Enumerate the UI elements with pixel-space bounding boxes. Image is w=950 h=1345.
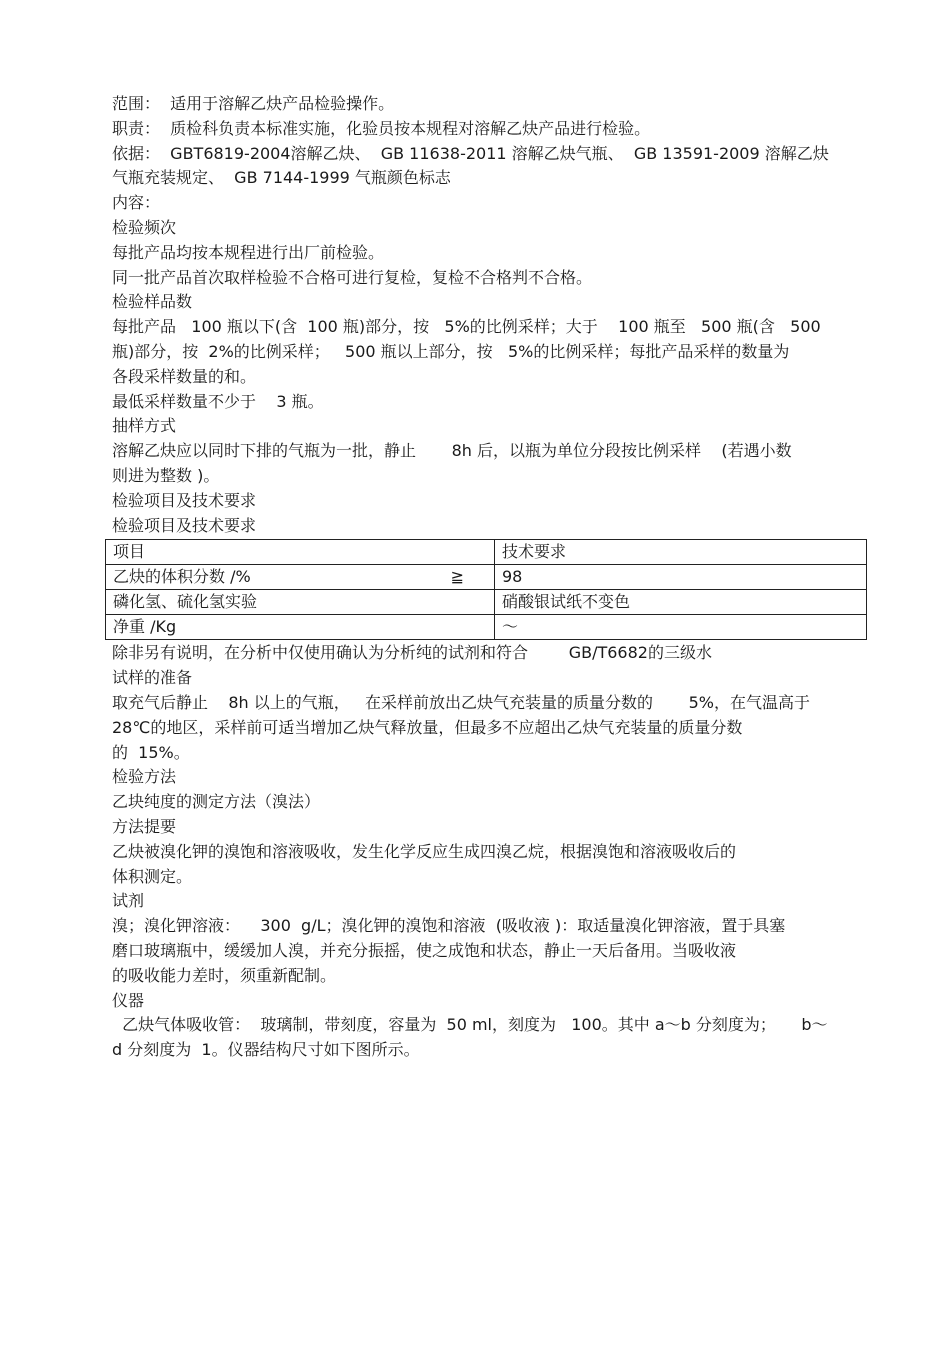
text-line: 瓶)部分，按 2%的比例采样； 500 瓶以上部分，按 5%的比例采样；每批产品采样的数量为 — [112, 341, 790, 361]
table-row — [106, 565, 867, 590]
table-row — [106, 615, 867, 640]
text-line: d 分刻度为 1。仪器结构尺寸如下图所示。 — [112, 1040, 420, 1060]
table-cell-req: 硝酸银试纸不变色 — [495, 590, 867, 615]
text-line: 溴；溴化钾溶液： 300 g/L；溴化钾的溴饱和溶液 (吸收液 )：取适量溴化钾溶液，置于具塞 — [112, 916, 786, 936]
item-text: 磷化氢、硫化氢实验 — [113, 592, 258, 612]
table-cell-item — [106, 565, 495, 590]
text-line: 职责： 质检科负责本标准实施，化验员按本规程对溶解乙炔产品进行检验。 — [112, 118, 651, 138]
text-line: 气瓶充装规定、 GB 7144-1999 气瓶颜色标志 — [112, 168, 451, 188]
table-cell-req: 98 — [495, 565, 867, 590]
document-body — [112, 92, 862, 1063]
section-heading: 检验方法 — [112, 767, 177, 787]
section-heading: 方法提要 — [112, 816, 177, 836]
table-header-cell: 技术要求 — [495, 540, 867, 565]
section-heading: 试剂 — [112, 891, 145, 911]
table-header-row — [106, 540, 867, 565]
spec-table — [105, 539, 867, 640]
text-line: 各段采样数量的和。 — [112, 366, 257, 386]
section-heading: 试样的准备 — [112, 668, 193, 688]
section-heading: 乙块纯度的测定方法（溴法） — [112, 792, 321, 812]
table-row — [106, 590, 867, 615]
text-line: 依据： GBT6819-2004溶解乙炔、 GB 11638-2011 溶解乙炔气瓶、 GB 13591-2009 溶解乙炔 — [112, 143, 829, 163]
text-line: 的吸收能力差时，须重新配制。 — [112, 965, 337, 985]
text-line: 每批产品均按本规程进行出厂前检验。 — [112, 242, 385, 262]
section-heading: 检验频次 — [112, 217, 177, 237]
text-line: 28℃的地区，采样前可适当增加乙炔气释放量，但最多不应超出乙炔气充装量的质量分数 — [112, 717, 743, 737]
text-line: 乙炔被溴化钾的溴饱和溶液吸收，发生化学反应生成四溴乙烷，根据溴饱和溶液吸收后的 — [112, 841, 737, 861]
text-line: 体积测定。 — [112, 866, 193, 886]
text-line: 范围： 适用于溶解乙炔产品检验操作。 — [112, 94, 395, 113]
table-cell-req: ～ — [495, 615, 867, 640]
section-heading: 检验项目及技术要求 — [112, 490, 257, 510]
table-header-cell: 项目 — [106, 540, 495, 565]
text-block-bottom — [112, 641, 862, 1063]
item-text: 净重 /Kg — [113, 617, 177, 637]
table-cell-item — [106, 590, 495, 615]
text-line: 每批产品 100 瓶以下(含 100 瓶)部分，按 5%的比例采样；大于 100 瓶至 500 瓶(含 500 — [112, 317, 821, 337]
table-caption: 检验项目及技术要求 — [112, 515, 257, 535]
text-line: 的 15%。 — [112, 742, 190, 762]
section-heading: 检验样品数 — [112, 292, 193, 312]
table-cell-item — [106, 615, 495, 640]
text-line: 除非另有说明，在分析中仅使用确认为分析纯的试剂和符合 GB/T6682的三级水 — [112, 643, 712, 663]
text-block-top — [112, 92, 862, 538]
section-heading: 仪器 — [112, 990, 145, 1010]
text-line: 溶解乙炔应以同时下排的气瓶为一批，静止 8h 后，以瓶为单位分段按比例采样 (若遇小数 — [112, 441, 792, 461]
section-heading: 抽样方式 — [112, 416, 177, 436]
comparison-symbol: ≧ — [450, 567, 464, 587]
text-line: 最低采样数量不少于 3 瓶。 — [112, 391, 324, 411]
text-line: 则进为整数 )。 — [112, 465, 220, 485]
section-heading: 内容： — [112, 193, 161, 213]
text-line: 乙炔气体吸收管： 玻璃制，带刻度，容量为 50 ml，刻度为 100。其中 a～b 分刻度为； b～ — [112, 1015, 828, 1035]
text-line: 同一批产品首次取样检验不合格可进行复检，复检不合格判不合格。 — [112, 267, 593, 287]
item-text: 乙炔的体积分数 /% — [113, 567, 251, 587]
text-line: 磨口玻璃瓶中，缓缓加人溴，并充分振摇，使之成饱和状态，静止一天后备用。当吸收液 — [112, 940, 737, 960]
text-line: 取充气后静止 8h 以上的气瓶， 在采样前放出乙炔气充装量的质量分数的 5%，在气温高于 — [112, 692, 810, 712]
